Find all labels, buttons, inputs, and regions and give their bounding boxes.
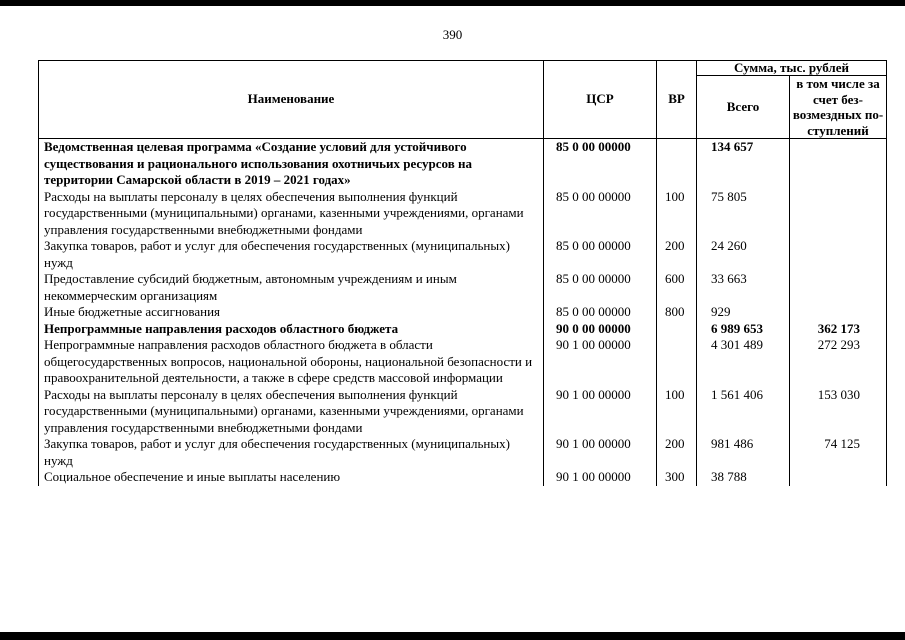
cell-vr: 200 [657,436,697,469]
cell-csr: 90 1 00 00000 [544,387,657,437]
cell-name: Иные бюджетные ассигнования [39,304,544,321]
budget-table [38,60,887,486]
cell-grant: 272 293 [790,337,887,387]
cell-vr [657,337,697,387]
table-row [39,189,887,239]
cell-grant [790,139,887,189]
cell-grant: 74 125 [790,436,887,469]
cell-name: Расходы на выплаты персоналу в целях обеспечения выполнения функций государственными (муниципальными) органами, казенными учреждениями, органами управления государственными внебюджетными фондами [39,189,544,239]
cell-csr: 85 0 00 00000 [544,304,657,321]
cell-grant: 153 030 [790,387,887,437]
cell-total: 6 989 653 [697,321,790,338]
cell-vr: 100 [657,387,697,437]
table-row [39,387,887,437]
cell-total: 134 657 [697,139,790,189]
cell-name: Непрограммные направления расходов областного бюджета [39,321,544,338]
table-row [39,321,887,338]
table-row [39,304,887,321]
cell-grant [790,304,887,321]
cell-name: Предоставление субсидий бюджетным, автономным учреждениям и иным некоммерческим организациям [39,271,544,304]
cell-grant [790,238,887,271]
table-body [39,139,887,486]
cell-grant [790,189,887,239]
cell-csr: 90 1 00 00000 [544,337,657,387]
page-number: 390 [442,27,463,42]
cell-name: Закупка товаров, работ и услуг для обеспечения государственных (муниципальных) нужд [39,238,544,271]
cell-vr: 600 [657,271,697,304]
cell-vr: 300 [657,469,697,486]
cell-csr: 85 0 00 00000 [544,271,657,304]
cell-csr: 90 1 00 00000 [544,436,657,469]
cell-csr: 85 0 00 00000 [544,238,657,271]
cell-name: Ведомственная целевая программа «Создание условий для устойчивого существования и рационального использования охотничьих ресурсов на территории Самарской области в 2019 – 2021 годах» [39,139,544,189]
cell-grant [790,271,887,304]
cell-vr [657,321,697,338]
cell-total: 24 260 [697,238,790,271]
cell-grant: 362 173 [790,321,887,338]
cell-vr: 800 [657,304,697,321]
scan-border-bottom [0,632,905,640]
cell-total: 1 561 406 [697,387,790,437]
cell-total: 38 788 [697,469,790,486]
cell-name: Непрограммные направления расходов областного бюджета в области общегосударственных вопросов, национальной обороны, национальной безопасности и правоохранительной деятельности, а также в сфере средств массовой информации [39,337,544,387]
scan-border-top [0,0,905,6]
table-row [39,271,887,304]
budget-table-container [38,60,886,486]
table-row [39,139,887,189]
cell-name: Социальное обеспечение и иные выплаты населению [39,469,544,486]
cell-vr: 200 [657,238,697,271]
header-vr: ВР [657,61,697,139]
header-csr: ЦСР [544,61,657,139]
cell-total: 4 301 489 [697,337,790,387]
cell-csr: 90 0 00 00000 [544,321,657,338]
cell-csr: 85 0 00 00000 [544,189,657,239]
cell-grant [790,469,887,486]
header-grant: в том числе за счет без-возмездных по-ступлений [790,76,887,139]
cell-name: Закупка товаров, работ и услуг для обеспечения государственных (муниципальных) нужд [39,436,544,469]
header-name: Наименование [39,61,544,139]
cell-csr: 90 1 00 00000 [544,469,657,486]
table-row [39,469,887,486]
header-sum-group: Сумма, тыс. рублей [697,61,887,76]
cell-total: 33 663 [697,271,790,304]
cell-total: 981 486 [697,436,790,469]
cell-csr: 85 0 00 00000 [544,139,657,189]
table-row [39,238,887,271]
cell-vr [657,139,697,189]
cell-name: Расходы на выплаты персоналу в целях обеспечения выполнения функций государственными (муниципальными) органами, казенными учреждениями, органами управления государственными внебюджетными фондами [39,387,544,437]
table-row [39,337,887,387]
header-total: Всего [697,76,790,139]
cell-total: 929 [697,304,790,321]
cell-vr: 100 [657,189,697,239]
cell-total: 75 805 [697,189,790,239]
table-row [39,436,887,469]
